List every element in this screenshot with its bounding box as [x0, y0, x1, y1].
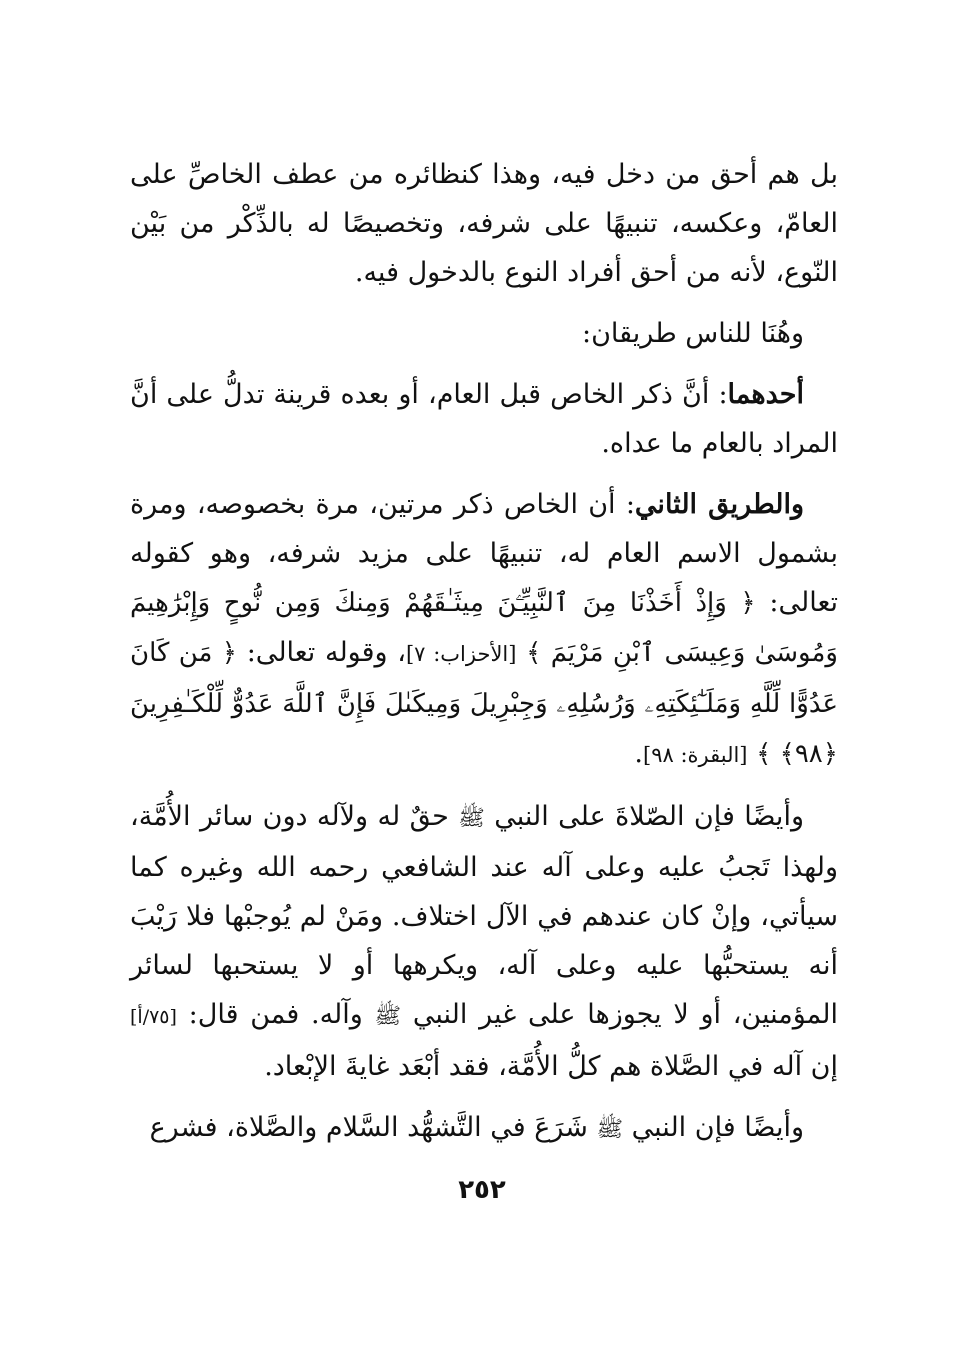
paragraph-5-text-3: وآله. فمن قال:	[176, 999, 375, 1030]
paragraph-6	[130, 1103, 838, 1154]
paragraph-2-text: وهُنَا للناس طريقان:	[581, 318, 804, 349]
sallallahu-glyph-1: ﷺ	[458, 806, 485, 831]
paragraph-5-text-2: حقٌ له ولآله دون سائر الأُمَّة، ولهذا تَجبُ عليه وعلى آله عند الشافعي رحمه الله وغيره كما سيأتي، وإنْ كان عندهم في الآل اختلاف. ومَنْ لم يُوجبْها فلا رَيْبَ أنه يستحبُّها عليه وعلى آله، ويكرهها أو لا يستحبها لسائر المؤمنين، أو لا يجوزها على غير النبي	[130, 801, 839, 1030]
paragraph-4-end: .	[634, 738, 643, 769]
paragraph-4	[130, 480, 838, 780]
paragraph-6-text-1: وأيضًا فإن النبي	[623, 1112, 804, 1143]
paragraph-2	[130, 309, 838, 358]
paragraph-1	[130, 150, 838, 297]
paragraph-3	[130, 370, 838, 468]
sallallahu-glyph-3: ﷺ	[596, 1117, 624, 1142]
paragraph-5-text-4: إن آله في الصَّلاة هم كلُّ الأُمَّة، فقد أبْعَد غايةَ الإبْعاد.	[264, 1051, 838, 1082]
page-number: ٢٥٢	[458, 1175, 506, 1205]
paragraph-6-text-2: شَرَعَ في التَّشهُّد السَّلام والصَّلاة، فشرع	[149, 1112, 597, 1143]
paragraph-3-lead: أحدهما	[727, 379, 804, 410]
quran-verse-2: ﴿ مَن كَانَ عَدُوًّا لِّلَّهِ وَمَلَـٰٓئِكَتِهِۦ وَرُسُلِهِۦ وَجِبْرِيلَ وَمِيكَىٰلَ فَإِنَّ ٱللَّهَ عَدُوٌّ لِّلْكَـٰفِرِينَ ﴿٩٨﴾ ﴾	[130, 638, 838, 769]
manuscript-folio-marker: [٧٥/أ]	[130, 1006, 177, 1028]
paragraph-1-text: بل هم أحق من دخل فيه، وهذا كنظائره من عطف الخاصِّ على العامّ، وعكسه، تنبيهًا على شرفه، وتخصيصًا له بالذِّكْر من بَيْن النّوع، لأنه من أحق أفراد النوع بالدخول فيه.	[130, 159, 838, 288]
verse-reference-1: [الأحزاب: ٧]	[405, 642, 517, 666]
paragraph-5-text-1: وأيضًا فإن الصّلاةَ على النبي	[484, 801, 804, 832]
sallallahu-glyph-2: ﷺ	[374, 1004, 402, 1029]
paragraph-5	[130, 792, 838, 1091]
paragraph-4-text-2: ، وقوله تعالى:	[237, 637, 406, 668]
quran-verse-1: ﴿ وَإِذْ أَخَذْنَا مِنَ ٱلنَّبِيِّـۧنَ مِيثَـٰقَهُمْ وَمِنكَ وَمِن نُّوحٍ وَإِبْرَٰهِيمَ وَمُوسَىٰ وَعِيسَى ٱبْنِ مَرْيَمَ ﴾	[130, 588, 838, 668]
page-body	[130, 150, 838, 1166]
paragraph-4-text-1: : أن الخاص ذكر مرتين، مرة بخصوصه، ومرة بشمول الاسم العام له، تنبيهًا على مزيد شرفه، وهو كقوله تعالى:	[130, 489, 839, 618]
paragraph-3-text: : أنَّ ذكر الخاص قبل العام، أو بعده قرينة تدلُّ على أنَّ المراد بالعام ما عداه.	[130, 379, 838, 459]
paragraph-4-lead: والطريق الثاني	[634, 489, 804, 520]
verse-reference-2: [البقرة: ٩٨]	[643, 743, 748, 767]
